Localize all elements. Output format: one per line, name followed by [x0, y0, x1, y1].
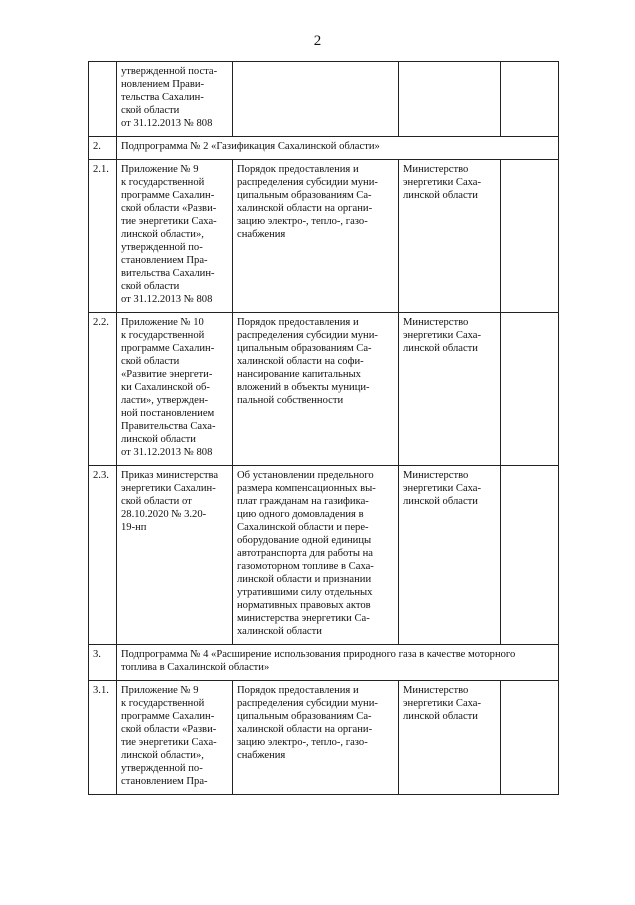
- row-number: 2.1.: [89, 160, 117, 313]
- row-number: 2.3.: [89, 466, 117, 645]
- documents-table: [88, 61, 559, 795]
- document-cell: Приложение № 10 к государственной программе Сахалин- ской области «Развитие энергети- ки Сахалинской об- ласти», утвержден- ной постановлением Правительства Саха- линской области от 31.12.2013 № 808: [117, 313, 233, 466]
- row-number: 3.1.: [89, 681, 117, 795]
- section-row: [89, 137, 559, 160]
- note-cell: [501, 466, 559, 645]
- subject-cell: Порядок предоставления и распределения субсидии муни- ципальным образованиям Са- халинской области на софи- нансирование капитальных вложений в объекты муници- пальной собственности: [233, 313, 399, 466]
- table-row: [89, 160, 559, 313]
- responsible-cell: Министерство энергетики Саха- линской области: [399, 313, 501, 466]
- section-row: [89, 645, 559, 681]
- document-cell: Приказ министерства энергетики Сахалин- ской области от 28.10.2020 № 3.20- 19-нп: [117, 466, 233, 645]
- table-row: [89, 62, 559, 137]
- table-row: [89, 313, 559, 466]
- subject-cell: Порядок предоставления и распределения субсидии муни- ципальным образованиям Са- халинской области на органи- зацию электро-, тепло-, газо- снабжения: [233, 160, 399, 313]
- section-number: 3.: [89, 645, 117, 681]
- note-cell: [501, 62, 559, 137]
- section-title: Подпрограмма № 4 «Расширение использования природного газа в качестве моторного топлива в Сахалинской области»: [117, 645, 559, 681]
- row-number: [89, 62, 117, 137]
- subject-cell: Порядок предоставления и распределения субсидии муни- ципальным образованиям Са- халинской области на органи- зацию электро-, тепло-, газо- снабжения: [233, 681, 399, 795]
- note-cell: [501, 313, 559, 466]
- page-number: 2: [313, 33, 322, 49]
- row-number: 2.2.: [89, 313, 117, 466]
- subject-cell: [233, 62, 399, 137]
- section-title: Подпрограмма № 2 «Газификация Сахалинской области»: [117, 137, 559, 160]
- document-cell: Приложение № 9 к государственной программе Сахалин- ской области «Разви- тие энергетики Саха- линской области», утвержденной по- становлением Пра- вительства Сахалин- ской области от 31.12.2013 № 808: [117, 160, 233, 313]
- table-row: [89, 681, 559, 795]
- subject-cell: Об установлении предельного размера компенсационных вы- плат гражданам на газифика- цию одного домовладения в Сахалинской области и пере- оборудование одной единицы автотранспорта для работы на газомоторном топливе в Саха- линской области и признании утратившими силу отдельных нормативных правовых актов министерства энергетики Са- халинской области: [233, 466, 399, 645]
- note-cell: [501, 681, 559, 795]
- responsible-cell: [399, 62, 501, 137]
- responsible-cell: Министерство энергетики Саха- линской области: [399, 160, 501, 313]
- note-cell: [501, 160, 559, 313]
- document-cell: Приложение № 9 к государственной программе Сахалин- ской области «Разви- тие энергетики Саха- линской области», утвержденной по- становлением Пра-: [117, 681, 233, 795]
- responsible-cell: Министерство энергетики Саха- линской области: [399, 466, 501, 645]
- table-row: [89, 466, 559, 645]
- responsible-cell: Министерство энергетики Саха- линской области: [399, 681, 501, 795]
- document-cell: утвержденной поста- новлением Прави- тельства Сахалин- ской области от 31.12.2013 № 808: [117, 62, 233, 137]
- section-number: 2.: [89, 137, 117, 160]
